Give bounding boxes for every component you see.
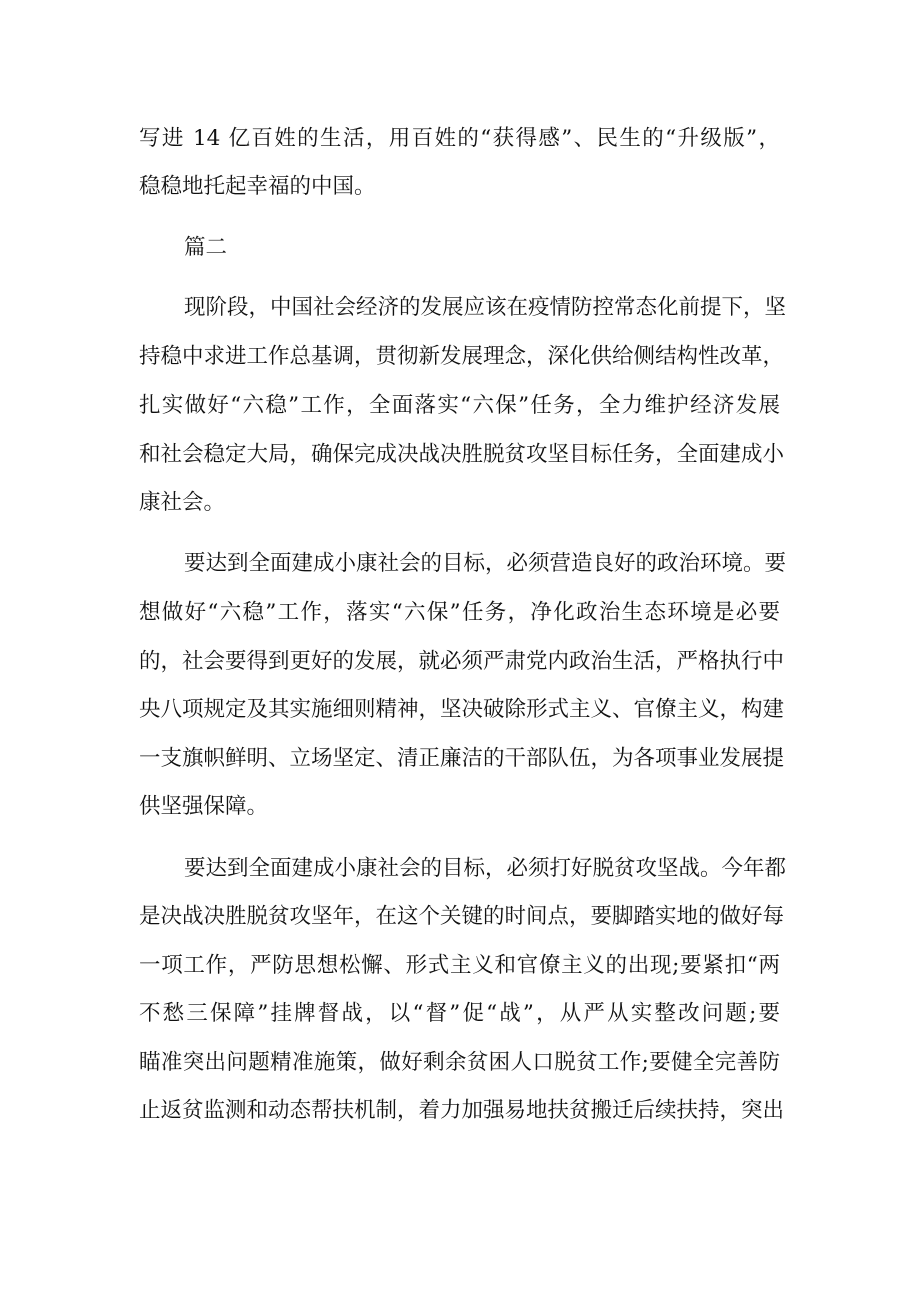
text-line: 稳稳地托起幸福的中国。 — [139, 174, 376, 199]
text-line: 一项工作，严防思想松懈、形式主义和官僚主义的出现;要紧扣“两 — [139, 953, 780, 978]
text-line: 不愁三保障”挂牌督战，以“督”促“战”，从严从实整改问题;要 — [139, 1001, 780, 1026]
section-heading: 篇二 — [184, 235, 228, 260]
text-line: 现阶段，中国社会经济的发展应该在疫情防控常态化前提下，坚 — [184, 295, 787, 320]
text-line: 写进 14 亿百姓的生活，用百姓的“获得感”、民生的“升级版”， — [139, 126, 780, 151]
text-line: 康社会。 — [139, 490, 226, 515]
text-line: 止返贫监测和动态帮扶机制，着力加强易地扶贫搬迁后续扶持，突出 — [139, 1098, 785, 1123]
text-line: 的，社会要得到更好的发展，就必须严肃党内政治生活，严格执行中 — [139, 649, 785, 674]
text-line: 供坚强保障。 — [139, 794, 269, 819]
text-line: 要达到全面建成小康社会的目标，必须营造良好的政治环境。要 — [184, 551, 787, 576]
text-line: 扎实做好“六稳”工作，全面落实“六保”任务，全力维护经济发展 — [139, 393, 780, 418]
text-line: 持稳中求进工作总基调，贯彻新发展理念，深化供给侧结构性改革， — [139, 344, 785, 369]
text-line: 央八项规定及其实施细则精神，坚决破除形式主义、官僚主义，构建 — [139, 697, 785, 722]
text-line: 一支旗帜鲜明、立场坚定、清正廉洁的干部队伍，为各项事业发展提 — [139, 746, 785, 771]
text-line: 想做好“六稳”工作，落实“六保”任务，净化政治生态环境是必要 — [139, 600, 780, 625]
text-line: 和社会稳定大局，确保完成决战决胜脱贫攻坚目标任务，全面建成小 — [139, 442, 785, 467]
text-line: 瞄准突出问题精准施策，做好剩余贫困人口脱贫工作;要健全完善防 — [139, 1050, 780, 1075]
text-line: 是决战决胜脱贫攻坚年，在这个关键的时间点，要脚踏实地的做好每 — [139, 904, 785, 929]
text-line: 要达到全面建成小康社会的目标，必须打好脱贫攻坚战。今年都 — [184, 856, 787, 881]
